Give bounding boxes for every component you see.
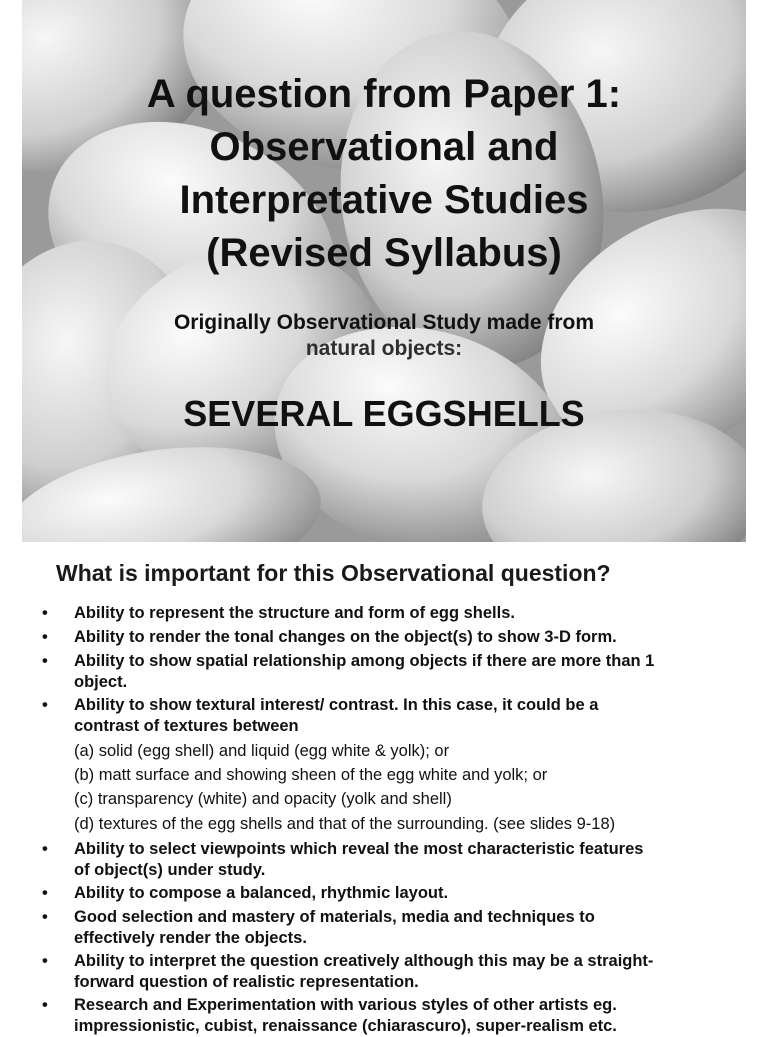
section-heading: What is important for this Observational question? (56, 560, 611, 586)
bullet-line: Ability to show textural interest/ contrast. In this case, it could be a (74, 696, 599, 714)
bullet-text (74, 907, 734, 949)
bullet-line: Ability to show spatial relationship among objects if there are more than 1 (74, 652, 655, 670)
bullet-icon: • (42, 604, 48, 622)
bullet-icon: • (42, 908, 48, 926)
bullet-text (74, 995, 734, 1037)
title-line: (Revised Syllabus) (206, 231, 562, 275)
subtitle-line-2: natural objects: (305, 337, 463, 360)
bullet-line: Good selection and mastery of materials, media and techniques to (74, 908, 595, 926)
bullet-text (74, 627, 734, 648)
subtitle-line-1: Originally Observational Study made from (173, 311, 595, 334)
slide-headline: SEVERAL EGGSHELLS (183, 393, 585, 434)
bullet-line: Ability to interpret the question creatively although this may be a straight- (74, 952, 654, 970)
slide-title (22, 68, 746, 280)
bullet-text (74, 695, 734, 737)
bullet-icon: • (42, 996, 48, 1014)
sub-item: (d) textures of the egg shells and that of the surrounding. (see slides 9-18) (74, 815, 616, 833)
title-line: A question from Paper 1: (146, 72, 622, 116)
bullet-icon: • (42, 696, 48, 714)
sub-item: (a) solid (egg shell) and liquid (egg white & yolk); or (74, 742, 450, 760)
bullet-icon: • (42, 952, 48, 970)
bullet-line: impressionistic, cubist, renaissance (chiarascuro), super-realism etc. (74, 1017, 617, 1035)
bullet-text (74, 839, 734, 881)
bullet-line: Research and Experimentation with various styles of other artists eg. (74, 996, 617, 1014)
bullet-text (74, 651, 734, 693)
title-line: Observational and (209, 125, 559, 169)
eggs-photo-banner (22, 0, 746, 542)
bullet-line: forward question of realistic representation. (74, 973, 419, 991)
bullet-line: effectively render the objects. (74, 929, 307, 947)
bullet-icon: • (42, 628, 48, 646)
bullet-text (74, 951, 734, 993)
title-line: Interpretative Studies (179, 178, 589, 222)
bullet-line: of object(s) under study. (74, 861, 266, 879)
slide-subtitle (22, 310, 746, 362)
bullet-line: object. (74, 673, 128, 691)
bullet-line: contrast of textures between (74, 717, 299, 735)
bullet-icon: • (42, 652, 48, 670)
bullet-icon: • (42, 840, 48, 858)
bullet-text (74, 603, 734, 624)
bullet-line: Ability to compose a balanced, rhythmic layout. (74, 884, 449, 902)
sub-item: (b) matt surface and showing sheen of the egg white and yolk; or (74, 766, 548, 784)
bullet-line: Ability to represent the structure and form of egg shells. (74, 604, 515, 622)
bullet-icon: • (42, 884, 48, 902)
sub-item: (c) transparency (white) and opacity (yolk and shell) (74, 790, 452, 808)
bullet-line: Ability to select viewpoints which reveal the most characteristic features (74, 840, 644, 858)
bullet-line: Ability to render the tonal changes on the object(s) to show 3-D form. (74, 628, 617, 646)
bullet-text (74, 883, 734, 904)
